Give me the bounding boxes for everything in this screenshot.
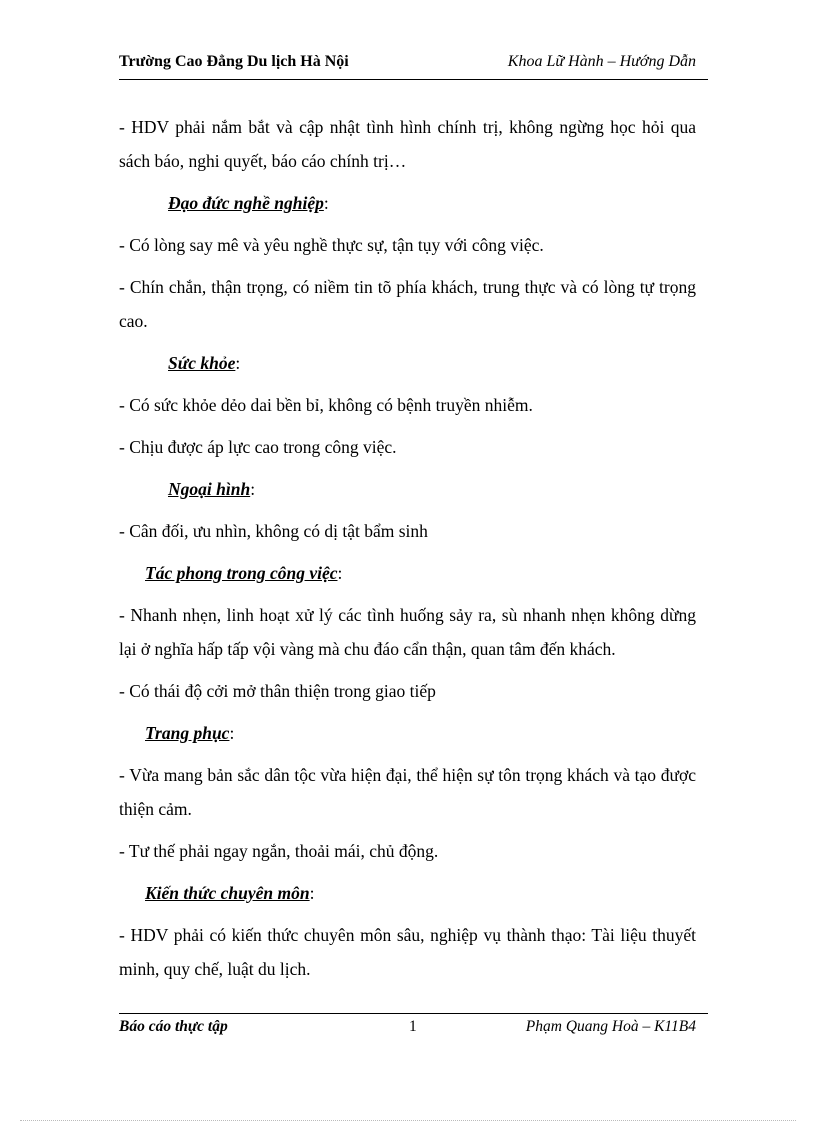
footer-author: Phạm Quang Hoà – K11B4 — [525, 1018, 696, 1035]
heading-text: Tác phong trong công việc — [145, 563, 338, 583]
paragraph: - Cân đối, ưu nhìn, không có dị tật bẩm sinh — [119, 521, 428, 541]
page-edge-divider — [20, 1120, 796, 1121]
heading-text: Sức khỏe — [168, 353, 236, 373]
page-header — [119, 52, 696, 76]
paragraph: - Có sức khỏe dẻo dai bền bỉ, không có bệnh truyền nhiễm. — [119, 395, 533, 415]
footer-report-title: Báo cáo thực tập — [119, 1018, 228, 1035]
paragraph: - Vừa mang bản sắc dân tộc vừa hiện đại, thể hiện sự tôn trọng khách và tạo được thiện cảm. — [119, 765, 696, 819]
heading-colon: : — [309, 883, 315, 903]
header-school-name: Trường Cao Đẳng Du lịch Hà Nội — [119, 53, 349, 70]
section-heading-work-style — [119, 556, 696, 590]
paragraph: - HDV phải có kiến thức chuyên môn sâu, nghiệp vụ thành thạo: Tài liệu thuyết minh, quy chế, luật du lịch. — [119, 925, 696, 979]
section-heading-ethics — [119, 186, 696, 220]
heading-text: Đạo đức nghề nghiệp — [168, 193, 324, 213]
footer-divider — [119, 1013, 708, 1014]
paragraph: - Chín chắn, thận trọng, có niềm tin tõ phía khách, trung thực và có lòng tự trọng cao. — [119, 277, 696, 331]
document-body — [119, 110, 696, 994]
page-footer — [119, 1017, 696, 1039]
section-heading-attire — [119, 716, 696, 750]
heading-colon: : — [235, 353, 241, 373]
paragraph: - Chịu được áp lực cao trong công việc. — [119, 437, 397, 457]
paragraph: - Có lòng say mê và yêu nghề thực sự, tận tụy với công việc. — [119, 235, 544, 255]
paragraph: - Tư thế phải ngay ngắn, thoải mái, chủ động. — [119, 841, 439, 861]
section-heading-expertise — [119, 876, 696, 910]
heading-text: Kiến thức chuyên môn — [145, 883, 310, 903]
section-heading-health — [119, 346, 696, 380]
heading-colon: : — [337, 563, 343, 583]
heading-colon: : — [229, 723, 235, 743]
page-number: 1 — [409, 1018, 417, 1035]
heading-text: Trang phục — [145, 723, 230, 743]
header-department: Khoa Lữ Hành – Hướng Dẫn — [507, 53, 696, 70]
heading-colon: : — [250, 479, 256, 499]
paragraph: - Nhanh nhẹn, linh hoạt xử lý các tình huống sảy ra, sù nhanh nhẹn không dừng lại ở nghĩa hấp tấp vội vàng mà chu đáo cẩn thận, quan tâm đến khách. — [119, 605, 696, 659]
paragraph: - HDV phải nắm bắt và cập nhật tình hình chính trị, không ngừng học hỏi qua sách báo, nghi quyết, báo cáo chính trị… — [119, 117, 696, 171]
section-heading-appearance — [119, 472, 696, 506]
heading-colon: : — [323, 193, 329, 213]
heading-text: Ngoại hình — [168, 479, 251, 499]
paragraph: - Có thái độ cởi mở thân thiện trong giao tiếp — [119, 681, 436, 701]
header-divider — [119, 79, 708, 80]
